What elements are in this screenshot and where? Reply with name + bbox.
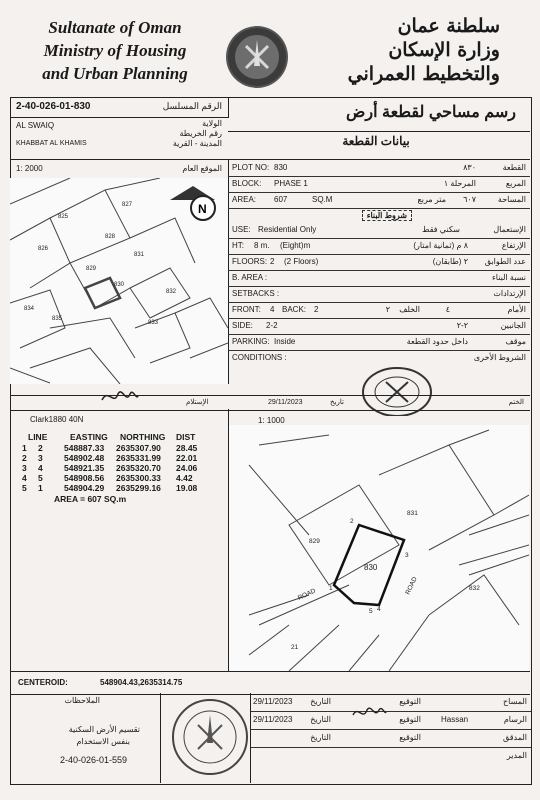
- coords-dist: 22.01: [176, 453, 198, 463]
- setbacks-label: SETBACKS :: [232, 289, 280, 298]
- coords-header-northing: NORTHING: [120, 432, 166, 442]
- block-value: PHASE 1: [274, 179, 308, 188]
- floors-value: 2: [270, 257, 275, 266]
- header-en: [30, 16, 200, 85]
- vertex-3: 4: [377, 606, 381, 613]
- back-label-ar: الخلف: [399, 305, 420, 314]
- map-label-828: 828: [105, 234, 116, 240]
- header-ar-line2: وزارة الإسكان: [388, 39, 500, 61]
- title-ar: رسم مساحي لقطعة أرض: [346, 104, 516, 121]
- stamp-label-ar: الختم: [508, 399, 524, 406]
- back-ar-value: ٢: [385, 305, 390, 314]
- map-label-834: 834: [24, 306, 35, 312]
- block-ar-value: المرحلة ١: [443, 179, 476, 188]
- header-ar-line1: سلطنة عمان: [397, 15, 500, 37]
- coords-row: [18, 473, 228, 483]
- map-label-833: 833: [148, 320, 159, 326]
- surveyor-sign-ar: التوقيع: [399, 697, 421, 706]
- header-en-line3: and Urban Planning: [42, 64, 188, 83]
- building-conditions: [228, 208, 530, 376]
- coords-easting: 548908.56: [64, 473, 105, 483]
- notes-box: [10, 693, 161, 783]
- notes-label-ar: الملاحظات: [64, 696, 100, 705]
- front-value: 4: [270, 305, 275, 314]
- coords-from: 2: [22, 453, 27, 463]
- block-label: BLOCK:: [232, 179, 262, 188]
- serial-number: 2-40-026-01-830: [16, 101, 91, 112]
- coords-from: 3: [22, 463, 27, 473]
- coords-northing: 2635320.70: [116, 463, 161, 473]
- coords-easting: 548902.48: [64, 453, 105, 463]
- general-scale: 1: 2000: [16, 164, 43, 173]
- map-label-830: 830: [114, 282, 125, 288]
- vertex-4: 5: [369, 608, 373, 615]
- drafter-label-ar: الرسام: [503, 715, 527, 724]
- location-box: [10, 117, 228, 159]
- setbacks-label-ar: الإرتدادات: [493, 289, 526, 298]
- divider: [228, 131, 530, 132]
- height-ar-value: ٨ م (ثمانية امتار): [413, 241, 468, 250]
- detail-map: [229, 425, 529, 671]
- surveyor-label-ar: المساح: [502, 697, 527, 706]
- coords-dist: 19.08: [176, 483, 198, 493]
- plot-no-ar-value: ٨٣٠: [463, 163, 476, 172]
- area-unit-ar: متر مربع: [417, 195, 446, 204]
- side-label: SIDE:: [232, 321, 253, 330]
- parking-label: PARKING:: [232, 337, 270, 346]
- signature-icon: [100, 386, 140, 413]
- coords-header-line: LINE: [28, 432, 48, 442]
- conditions-heading-ar: شروط البناء: [362, 210, 412, 221]
- coords-from: 4: [22, 473, 27, 483]
- back-label: BACK:: [282, 305, 307, 314]
- map-label-835: 835: [52, 316, 63, 322]
- building-area-label-ar: نسبة البناء: [492, 273, 526, 282]
- coords-dist: 24.06: [176, 463, 198, 473]
- area-ar-value: ٦٠٧: [463, 195, 476, 204]
- front-label-ar: الأمام: [507, 305, 526, 314]
- wilayat-label-ar: الولاية: [202, 119, 222, 128]
- coords-easting: 548921.35: [64, 463, 105, 473]
- reference-number: 2-40-026-01-559: [60, 755, 128, 765]
- surveyor-date: 29/11/2023: [253, 697, 293, 706]
- coords-northing: 2635307.90: [116, 443, 161, 453]
- floors-label: FLOORS:: [232, 257, 268, 266]
- plot-no-label-ar: القطعة: [502, 163, 526, 172]
- front-label: FRONT:: [232, 305, 261, 314]
- use-value: Residential Only: [258, 225, 317, 234]
- coords-to: 2: [38, 443, 43, 453]
- coords-to: 3: [38, 453, 43, 463]
- height-words: (Eight)m: [280, 241, 311, 250]
- centeroid-row: [10, 671, 530, 695]
- town-label-ar: المدينة - القرية: [172, 139, 222, 148]
- area-label-ar: المساحة: [497, 195, 526, 204]
- vertex-2: 3: [405, 552, 409, 559]
- plot-data-heading-ar: بيانات القطعة: [342, 134, 410, 148]
- coords-row: [18, 483, 228, 493]
- map-label-827: 827: [122, 202, 133, 208]
- area-value: 607: [274, 195, 288, 204]
- use-label: USE:: [232, 225, 251, 234]
- coords-dist: 4.42: [176, 473, 193, 483]
- map-label-825: 825: [58, 214, 69, 220]
- drafter-date-ar: التاريخ: [310, 715, 331, 724]
- checker-label-ar: المدقق: [503, 733, 527, 742]
- ministry-seal-icon: [170, 697, 250, 777]
- note-line1-ar: تقسيم الأرض السكنية: [68, 725, 140, 734]
- signoff-table: [250, 693, 531, 783]
- height-value: 8 m.: [254, 241, 270, 250]
- header-en-line1: Sultanate of Oman: [48, 18, 182, 37]
- map-label-831: 831: [134, 252, 145, 258]
- front-ar-value: ٤: [445, 305, 450, 314]
- drafter-signature-icon: [351, 703, 387, 728]
- issue-date: 29/11/2023: [268, 399, 303, 406]
- block-label-ar: المربع: [505, 179, 526, 188]
- coords-from: 5: [22, 483, 27, 493]
- coords-row: [18, 443, 228, 453]
- coords-easting: 548904.29: [64, 483, 105, 493]
- area-unit: SQ.M: [312, 195, 333, 204]
- checker-date-ar: التاريخ: [310, 733, 331, 742]
- wilayat-value: AL SWAIQ: [16, 121, 55, 130]
- height-label-ar: الإرتفاع: [501, 241, 526, 250]
- coords-header-easting: EASTING: [70, 432, 108, 442]
- note-line2-ar: بنفس الاستخدام: [76, 737, 130, 746]
- centeroid-label: CENTEROID:: [18, 678, 68, 687]
- floors-label-ar: عدد الطوابق: [484, 257, 526, 266]
- vertex-1: 2: [350, 518, 354, 525]
- back-value: 2: [314, 305, 319, 314]
- detail-scale: 1: 1000: [258, 416, 285, 425]
- general-scale-row: [10, 159, 229, 179]
- drafter-name: Hassan: [441, 715, 469, 724]
- map-label-829: 829: [86, 266, 97, 272]
- parking-value: Inside: [274, 337, 296, 346]
- issue-strip: [10, 395, 530, 411]
- checker-sign-ar: التوقيع: [399, 733, 421, 742]
- parking-label-ar: موقف: [505, 337, 526, 346]
- director-label-ar: المدير: [506, 751, 527, 760]
- coords-area: AREA = 607 SQ.m: [54, 494, 127, 504]
- use-ar-value: سكني فقط: [422, 225, 460, 234]
- parking-ar-value: داخل حدود القطعة: [406, 337, 468, 346]
- coords-to: 1: [38, 483, 43, 493]
- header-ar: [310, 14, 500, 86]
- coords-northing: 2635331.99: [116, 453, 161, 463]
- road-label-2: ROAD: [404, 575, 419, 596]
- north-label: N: [198, 202, 207, 216]
- coords-northing: 2635300.33: [116, 473, 161, 483]
- header-ar-line3: والتخطيط العمراني: [347, 63, 500, 85]
- coords-easting: 548887.33: [64, 443, 105, 453]
- location-map: [10, 178, 229, 384]
- detail-neighbor-829: 829: [309, 538, 320, 545]
- footer: [10, 693, 530, 783]
- detail-neighbor-21: 21: [291, 644, 299, 651]
- detail-neighbor-831: 831: [407, 510, 418, 517]
- floors-ar-value: ٢ (طابقان): [432, 257, 468, 266]
- general-location-ar: الموقع العام: [182, 164, 222, 173]
- detail-plot-label: 830: [364, 563, 378, 572]
- header-en-line2: Ministry of Housing: [43, 41, 187, 60]
- coordinates-table: [18, 432, 228, 506]
- plot-no-label: PLOT NO:: [232, 163, 270, 172]
- oman-emblem-icon: [226, 26, 288, 88]
- coords-row: [18, 463, 228, 473]
- building-area-label: B. AREA :: [232, 273, 268, 282]
- serial-box: [10, 97, 229, 118]
- other-conditions-label: CONDITIONS :: [232, 353, 287, 362]
- area-label: AREA:: [232, 195, 257, 204]
- coords-northing: 2635299.16: [116, 483, 161, 493]
- coords-header-row: [18, 432, 228, 443]
- map-no-label-ar: رقم الخريطة: [179, 129, 222, 138]
- coords-from: 1: [22, 443, 27, 453]
- coords-area-row: [18, 494, 228, 506]
- surveyor-date-ar: التاريخ: [310, 697, 331, 706]
- coords-row: [18, 453, 228, 463]
- other-conditions-label-ar: الشروط الأخرى: [473, 353, 526, 362]
- side-value: 2-2: [266, 321, 278, 330]
- drafter-date: 29/11/2023: [253, 715, 293, 724]
- side-ar-value: ٢-٢: [456, 321, 468, 330]
- vertex-5: 1: [329, 585, 333, 592]
- use-label-ar: الإستعمال: [493, 225, 526, 234]
- town-value: KHABBAT AL KHAMIS: [16, 140, 87, 147]
- centeroid-value: 548904.43,2635314.75: [100, 678, 183, 687]
- floors-words: (2 Floors): [284, 257, 319, 266]
- map-label-826: 826: [38, 246, 49, 252]
- serial-label-ar: الرقم المسلسل: [162, 101, 222, 111]
- datum-label: Clark1880 40N: [30, 415, 84, 424]
- receipt-label-ar: الإستلام: [186, 399, 209, 406]
- road-label-1: ROAD: [296, 587, 317, 602]
- issue-date-label-ar: تاريخ: [330, 399, 344, 406]
- coords-header-dist: DIST: [176, 432, 196, 442]
- drafter-sign-ar: التوقيع: [399, 715, 421, 724]
- side-label-ar: الجانبين: [500, 321, 526, 330]
- height-label: HT:: [232, 241, 244, 250]
- detail-neighbor-832: 832: [469, 585, 480, 592]
- coords-dist: 28.45: [176, 443, 198, 453]
- north-arrow-icon: [170, 186, 215, 220]
- coords-to: 4: [38, 463, 43, 473]
- plot-no-value: 830: [274, 163, 288, 172]
- coords-to: 5: [38, 473, 43, 483]
- map-label-832: 832: [166, 289, 177, 295]
- plot-data-box: [228, 159, 530, 208]
